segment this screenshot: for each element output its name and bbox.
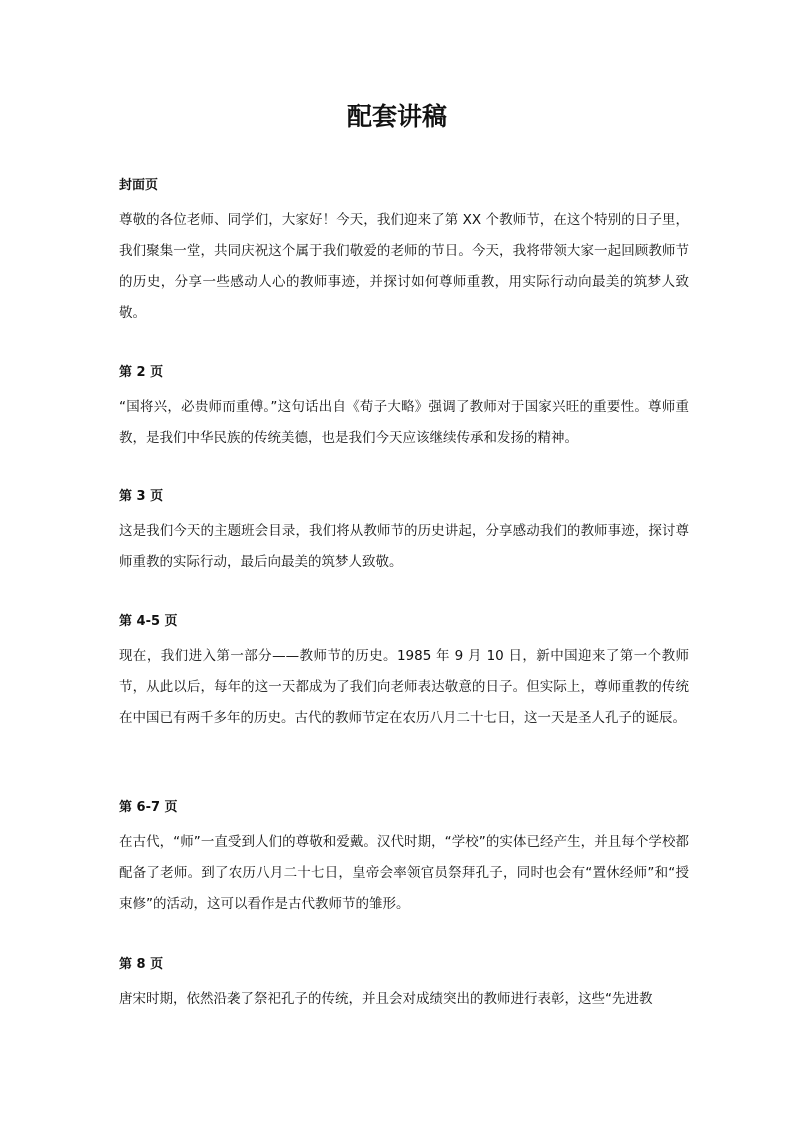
section-heading: 第 4-5 页 xyxy=(119,614,178,629)
document-title: 配套讲稿 xyxy=(346,102,447,131)
section-page-3 xyxy=(119,488,689,578)
section-page-2 xyxy=(119,364,689,454)
section-body: “国将兴，必贵师而重傅。”这句话出自《荀子大略》强调了教师对于国家兴旺的重要性。尊师重教，是我们中华民族的传统美德，也是我们今天应该继续传承和发扬的精神。 xyxy=(119,399,689,446)
section-heading: 第 8 页 xyxy=(119,957,164,972)
section-heading: 第 3 页 xyxy=(119,489,164,504)
section-body: 在古代，“师”一直受到人们的尊敬和爱戴。汉代时期，“学校”的实体已经产生，并且每个学校都配备了老师。到了农历八月二十七日，皇帝会率领官员祭拜孔子，同时也会有“置休经师”和“授束修”的活动，这可以看作是古代教师节的雏形。 xyxy=(119,834,689,912)
section-page-8 xyxy=(119,956,689,1015)
section-body: 现在，我们进入第一部分——教师节的历史。1985 年 9 月 10 日，新中国迎来了第一个教师节，从此以后，每年的这一天都成为了我们向老师表达敬意的日子。但实际上，尊师重教的传统在中国已有两千多年的历史。古代的教师节定在农历八月二十七日，这一天是圣人孔子的诞辰。 xyxy=(119,648,689,726)
section-cover xyxy=(119,177,689,329)
section-page-4-5 xyxy=(119,613,689,734)
section-heading: 第 6-7 页 xyxy=(119,800,178,815)
section-body: 尊敬的各位老师、同学们，大家好！今天，我们迎来了第 XX 个教师节，在这个特别的日子里，我们聚集一堂，共同庆祝这个属于我们敬爱的老师的节日。今天，我将带领大家一起回顾教师节的历史，分享一些感动人心的教师事迹，并探讨如何尊师重教，用实际行动向最美的筑梦人致敬。 xyxy=(119,212,689,321)
section-heading: 第 2 页 xyxy=(119,365,164,380)
section-heading: 封面页 xyxy=(119,178,159,193)
section-body: 唐宋时期，依然沿袭了祭祀孔子的传统，并且会对成绩突出的教师进行表彰，这些“先进教 xyxy=(119,991,653,1007)
section-page-6-7 xyxy=(119,799,689,920)
section-body: 这是我们今天的主题班会目录，我们将从教师节的历史讲起，分享感动我们的教师事迹，探讨尊师重教的实际行动，最后向最美的筑梦人致敬。 xyxy=(119,523,689,570)
